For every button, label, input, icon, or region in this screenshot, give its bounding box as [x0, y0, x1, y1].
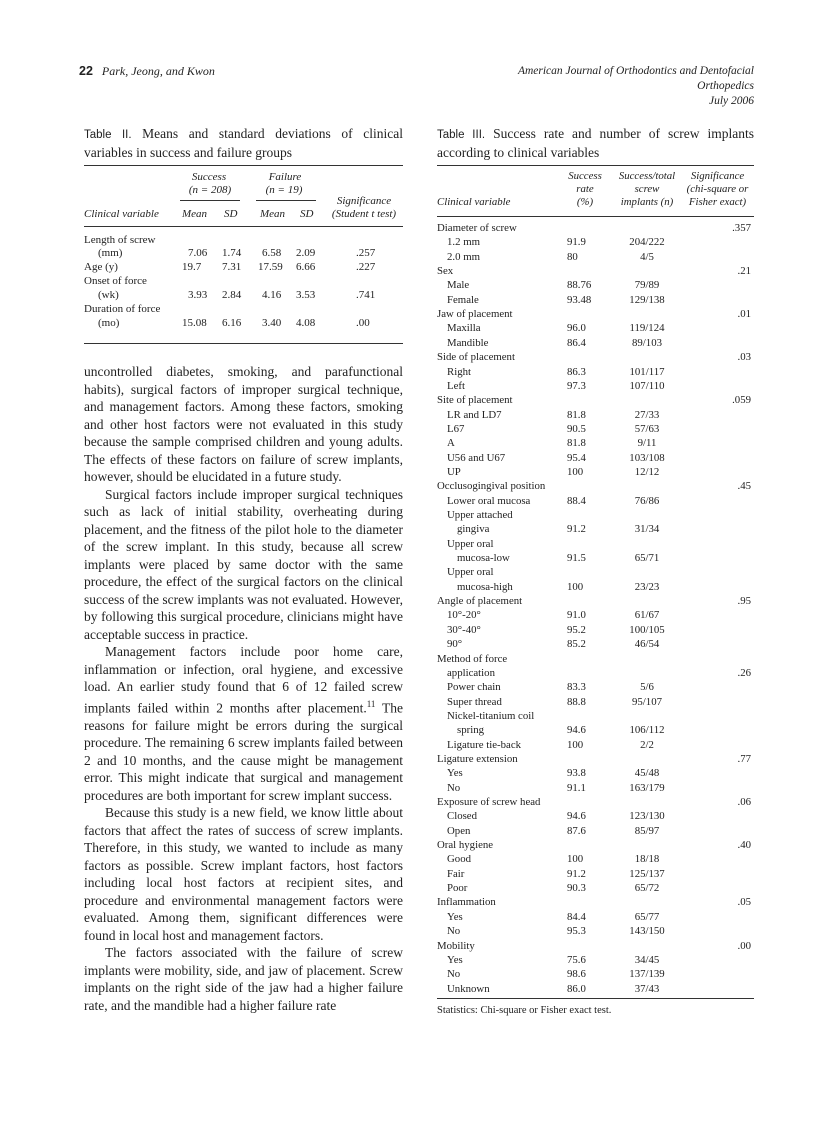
page-number: 22 [79, 64, 93, 78]
t2-cell: 7.06 [188, 247, 208, 259]
t3-col-ratio-3: implants (n) [620, 196, 674, 208]
t3-row [437, 452, 753, 466]
t3-row-label: Female [447, 293, 479, 306]
t3-cell-sig: .059 [732, 394, 751, 407]
t2-cell-sig: .257 [356, 247, 376, 259]
t2-row-label: Length of screw [84, 234, 156, 246]
t3-cell-ratio: 65/71 [634, 552, 660, 565]
t3-cell-ratio: 95/107 [632, 695, 662, 708]
t3-row [437, 251, 753, 265]
t3-row-label: Diameter of screw [437, 222, 517, 234]
t3-cell-rate: 91.1 [567, 781, 586, 794]
t2-row-label: Age (y) [84, 261, 118, 273]
t2-col-mean-success: Mean [182, 208, 208, 220]
t3-cell-ratio: 119/124 [629, 322, 665, 335]
t3-row-label: Ligature extension [437, 752, 518, 765]
t3-row [437, 265, 753, 279]
t3-row [437, 653, 753, 667]
t3-cell-rate: 81.8 [567, 408, 586, 421]
t3-row [437, 308, 753, 322]
t3-cell-ratio: 204/222 [629, 236, 665, 249]
t3-row [437, 523, 753, 537]
t3-row-label: UP [447, 465, 461, 478]
reference-number: 11 [366, 698, 376, 709]
t3-cell-rate: 83.3 [567, 681, 586, 694]
t2-cell: 4.16 [262, 289, 282, 301]
t3-row [437, 940, 753, 954]
t2-cell: 6.66 [296, 261, 316, 273]
table3-header-rule [437, 216, 754, 217]
t3-row-label: Left [447, 379, 465, 392]
t3-cell-rate: 88.4 [567, 494, 586, 507]
t3-row [437, 380, 753, 394]
t3-cell-sig: .357 [732, 222, 751, 234]
t2-cell: 2.09 [296, 247, 316, 259]
t3-cell-rate: 100 [567, 580, 584, 593]
paragraph: Surgical factors include improper surgical techniques such as lack of initial stability, overheating during placement, and the fitness of the pilot hole to the diameter of the screw implant. In this study, because all screw implants were placed by same doctor with the same procedure, the effect of the surgical factors on the clinical success of the screw implants was not evaluated. However, by following this surgical procedure, clinicians might have acceptable success in practice. [84, 486, 403, 642]
t3-row-label: 10°-20° [447, 609, 481, 622]
t3-row-label: Occlusogingival position [437, 480, 546, 493]
t3-row-label: 30°-40° [447, 623, 481, 636]
t3-row-label: application [447, 666, 495, 679]
t3-cell-sig: .01 [737, 308, 751, 321]
t3-cell-sig: .77 [737, 752, 751, 765]
t3-cell-rate: 86.4 [567, 336, 586, 349]
t3-row-label: Open [447, 824, 471, 837]
t3-row-label: Jaw of placement [437, 308, 513, 321]
t3-row [437, 624, 753, 638]
t3-row-label: Poor [447, 882, 468, 895]
t3-row-label: Good [447, 853, 471, 866]
t3-cell-rate: 88.8 [567, 695, 586, 708]
t3-row [437, 667, 753, 681]
t3-row [437, 236, 753, 250]
t3-cell-ratio: 85/97 [634, 824, 660, 837]
t3-row-label: Oral hygiene [437, 839, 494, 852]
t3-cell-ratio: 123/130 [629, 810, 665, 823]
t3-cell-ratio: 129/138 [629, 293, 665, 306]
t3-cell-ratio: 125/137 [629, 867, 665, 880]
t3-row [437, 681, 753, 695]
t3-row-label: Nickel-titanium coil [447, 709, 535, 722]
t2-cell-sig: .227 [356, 261, 376, 273]
t2-col-sd-failure: SD [300, 208, 314, 220]
t3-cell-rate: 90.5 [567, 422, 586, 435]
t3-cell-ratio: 12/12 [634, 465, 660, 478]
t3-cell-sig: .06 [737, 796, 751, 808]
t2-row-label-unit: (mm) [98, 247, 123, 259]
t3-row [437, 279, 753, 293]
t2-row-label: Duration of force [84, 303, 161, 315]
t3-row [437, 983, 753, 997]
paragraph: uncontrolled diabetes, smoking, and parafunctional habits), surgical factors of improper surgical technique, and management factors. Among these factors, smoking and other host factors were not evaluated in this study because the sample comprised children and young adults. The effects of these factors on failure of screw implants, however, should be elucidated in a future study. [84, 364, 403, 484]
table3-footnote: Statistics: Chi-square or Fisher exact test. [437, 1005, 612, 1016]
t3-cell-rate: 91.0 [567, 609, 586, 622]
t3-row [437, 509, 753, 523]
t3-cell-rate: 90.3 [567, 882, 586, 895]
t3-cell-ratio: 103/108 [629, 451, 665, 464]
t3-cell-sig: .45 [737, 480, 751, 493]
t3-col-sig-1: Significance [690, 170, 745, 182]
t2-row-label: Onset of force [84, 275, 147, 287]
t3-cell-ratio: 107/110 [629, 379, 665, 392]
t2-cell: 19.7 [182, 261, 202, 273]
t3-cell-rate: 80 [567, 250, 578, 263]
t3-cell-rate: 95.4 [567, 451, 586, 464]
t2-header-rule [84, 226, 403, 227]
t3-cell-ratio: 137/139 [629, 968, 665, 981]
t3-row-label: Upper oral [447, 566, 494, 579]
t3-row [437, 968, 753, 982]
t3-row [437, 437, 753, 451]
t3-row [437, 595, 753, 609]
t3-row-label: Male [447, 279, 470, 292]
t3-cell-rate: 93.48 [567, 293, 592, 306]
t3-row-label: Angle of placement [437, 595, 523, 608]
t3-row-label: No [447, 925, 461, 938]
t3-row [437, 896, 753, 910]
t3-cell-sig: .00 [737, 939, 751, 952]
authors: Park, Jeong, and Kwon [101, 64, 215, 78]
t3-row-label: L67 [447, 422, 465, 435]
t3-cell-rate: 75.6 [567, 953, 586, 966]
issue-date: July 2006 [708, 95, 754, 107]
t3-row [437, 566, 753, 580]
t3-row-label: Yes [447, 767, 463, 780]
t3-row [437, 839, 753, 853]
t3-row-label: Upper attached [447, 509, 513, 521]
body-text [84, 363, 403, 1014]
t3-cell-rate: 88.76 [567, 279, 592, 292]
t3-row [437, 911, 753, 925]
t3-cell-rate: 97.3 [567, 379, 586, 392]
t3-row-label: gingiva [457, 523, 490, 536]
t2-row-label-unit: (wk) [98, 289, 119, 301]
t3-cell-sig: .21 [737, 265, 751, 278]
t3-row-label: Mandible [447, 336, 489, 349]
t3-row-label: Exposure of screw head [437, 796, 541, 808]
t3-cell-ratio: 101/117 [629, 365, 665, 378]
t3-row-label: spring [457, 724, 484, 737]
t3-col-sig-2: (chi-square or [686, 183, 749, 195]
t2-cell: 3.53 [296, 289, 316, 301]
t3-cell-rate: 93.8 [567, 767, 586, 780]
t3-cell-rate: 100 [567, 738, 584, 751]
t2-col-variable: Clinical variable [84, 208, 159, 220]
t3-cell-ratio: 27/33 [634, 408, 660, 421]
t3-row-label: Sex [437, 265, 454, 278]
t2-cell-sig: .741 [356, 289, 376, 301]
t3-cell-rate: 94.6 [567, 724, 586, 737]
t3-row-label: 1.2 mm [447, 236, 480, 249]
t3-cell-ratio: 9/11 [637, 437, 657, 450]
t3-row-label: Unknown [447, 982, 490, 995]
t3-row [437, 337, 753, 351]
t3-row [437, 767, 753, 781]
t3-row [437, 796, 753, 810]
t3-row-label: Right [447, 365, 471, 378]
t3-row-label: Inflammation [437, 896, 496, 909]
t3-cell-ratio: 5/6 [640, 681, 654, 694]
t3-row [437, 366, 753, 380]
t2-cell: 1.74 [222, 247, 242, 259]
t3-cell-ratio: 89/103 [632, 336, 662, 349]
t3-cell-rate: 86.0 [567, 982, 586, 995]
t3-row [437, 810, 753, 824]
t3-row [437, 409, 753, 423]
table2-caption-text: Means and standard deviations of clinical variables in success and failure groups [84, 126, 404, 160]
t3-cell-ratio: 4/5 [640, 250, 654, 263]
table3-caption-text: Success rate and number of screw implants according to clinical variables [437, 126, 754, 160]
t3-cell-rate: 81.8 [567, 437, 586, 450]
t3-row-label: Side of placement [437, 351, 515, 364]
t3-cell-rate: 95.2 [567, 623, 586, 636]
t2-cell: 6.16 [222, 317, 242, 329]
running-header-left [79, 64, 215, 79]
t3-row [437, 710, 753, 724]
t3-cell-ratio: 79/89 [634, 279, 660, 292]
t3-cell-rate: 98.6 [567, 968, 586, 981]
t3-row-label: mucosa-high [457, 580, 513, 593]
paragraph: Because this study is a new field, we know little about factors that affect the rates of success of screw implants. Therefore, in this study, we wanted to include as many factors as possible. Screw implant factors, host factors including local host factors at recipient sites, and procedure and environmental management factors were evaluated. Among them, significant differences were found in local host and management factors. [84, 805, 403, 943]
t3-cell-rate: 85.2 [567, 638, 586, 651]
t2-col-success-n: (n = 208) [188, 184, 232, 196]
table2-top-rule [84, 165, 403, 166]
table3-caption [437, 125, 754, 161]
t3-row-label: Maxilla [447, 322, 481, 335]
t3-cell-rate: 91.9 [567, 236, 586, 249]
t3-cell-ratio: 100/105 [629, 623, 665, 636]
table2 [84, 168, 403, 328]
t3-cell-rate: 96.0 [567, 322, 586, 335]
paragraph [84, 643, 403, 804]
t3-row [437, 581, 753, 595]
t3-cell-rate: 91.2 [567, 523, 586, 536]
t3-cell-ratio: 143/150 [629, 925, 665, 938]
t3-row [437, 322, 753, 336]
t3-row [437, 782, 753, 796]
t3-row-label: A [447, 437, 455, 450]
paragraph: The factors associated with the failure of screw implants were mobility, side, and jaw of placement. Screw implants on the right side of the jaw had a higher failure rate, and the mandible had a higher failure rate [84, 945, 403, 1013]
t3-row-label: Yes [447, 953, 463, 966]
t3-row-label: Upper oral [447, 537, 494, 550]
t3-cell-ratio: 76/86 [634, 494, 660, 507]
t3-cell-ratio: 57/63 [634, 422, 660, 435]
t3-row-label: 90° [447, 638, 463, 651]
t2-cell: 3.93 [188, 289, 208, 301]
t3-cell-rate: 91.2 [567, 867, 586, 880]
t3-cell-sig: .40 [737, 839, 751, 852]
t3-row [437, 609, 753, 623]
t3-cell-sig: .26 [737, 666, 751, 679]
t2-cell: 3.40 [262, 317, 282, 329]
t3-cell-sig: .05 [737, 896, 751, 909]
t2-cell-sig: .00 [356, 317, 370, 329]
t3-cell-ratio: 23/23 [634, 580, 660, 593]
t3-row [437, 351, 753, 365]
t3-cell-rate: 86.3 [567, 365, 586, 378]
t3-row [437, 696, 753, 710]
t3-cell-ratio: 65/72 [634, 882, 660, 895]
t3-row-label: Ligature tie-back [447, 738, 522, 751]
paragraph-part: The reasons for failure might be errors during the surgical procedure. The remaining 6 screw implants failed between 2 and 10 months, and the cause might be management error. This might indicate that surgical and management procedures are both important for screw implant success. [84, 700, 403, 803]
t3-cell-ratio: 163/179 [629, 781, 665, 794]
t3-col-ratio-2: screw [634, 183, 660, 195]
t3-row [437, 538, 753, 552]
t3-cell-sig: .95 [737, 595, 751, 608]
t3-row [437, 495, 753, 509]
t3-row-label: No [447, 781, 461, 794]
t2-cell: 15.08 [182, 317, 207, 329]
t3-col-rate-1: Success [568, 170, 602, 182]
t2-col-mean-failure: Mean [260, 208, 286, 220]
t3-row [437, 552, 753, 566]
t2-col-success: Success [191, 171, 227, 183]
t3-row-label: U56 and U67 [447, 451, 506, 464]
t2-cell: 7.31 [222, 261, 242, 273]
t3-cell-ratio: 34/45 [634, 953, 660, 966]
table3-header [437, 170, 754, 218]
t2-col-sig1: Significance [336, 195, 392, 207]
t3-cell-rate: 95.3 [567, 925, 586, 938]
paragraph-part: Management factors include poor home care, inflammation or infection, oral hygiene, and excessive load. An earlier study found that 6 of 12 failed screw implants failed within 2 months after placement. [84, 644, 403, 715]
t3-col-sig-3: Fisher exact) [688, 196, 747, 208]
table3-top-rule [437, 165, 754, 166]
t3-row [437, 753, 753, 767]
t2-col-sig2: (Student t test) [331, 208, 397, 220]
t3-row-label: Closed [447, 810, 477, 823]
t3-row [437, 739, 753, 753]
t3-row [437, 882, 753, 896]
t3-cell-ratio: 45/48 [634, 767, 660, 780]
t3-row [437, 724, 753, 738]
t3-row-label: Fair [447, 867, 465, 880]
table3-label: Table III. [437, 129, 486, 141]
t3-cell-rate: 100 [567, 465, 584, 478]
t3-cell-ratio: 37/43 [634, 982, 660, 995]
t3-row-label: mucosa-low [457, 552, 510, 565]
t3-col-ratio-1: Success/total [618, 170, 676, 182]
t3-row [437, 294, 753, 308]
t3-cell-rate: 87.6 [567, 824, 586, 837]
t3-row-label: Mobility [437, 939, 475, 952]
t3-row-label: No [447, 968, 461, 981]
t2-cell: 2.84 [222, 289, 242, 301]
t2-col-failure: Failure [268, 171, 302, 183]
t3-row-label: 2.0 mm [447, 250, 480, 263]
t3-col-rate-3: (%) [576, 196, 594, 208]
table3-bottom-rule [437, 998, 754, 999]
t3-row-label: Method of force [437, 652, 508, 665]
t3-col-variable: Clinical variable [437, 196, 511, 208]
t3-cell-ratio: 31/34 [634, 523, 660, 536]
t3-cell-ratio: 18/18 [634, 853, 660, 866]
t3-row [437, 480, 753, 494]
t3-row [437, 925, 753, 939]
table2-caption [84, 125, 403, 161]
t3-cell-rate: 84.4 [567, 910, 586, 923]
t3-row [437, 853, 753, 867]
t3-cell-ratio: 61/67 [634, 609, 660, 622]
t3-row-label: Site of placement [437, 394, 513, 407]
t2-cell: 4.08 [296, 317, 316, 329]
t3-cell-ratio: 2/2 [640, 738, 654, 751]
t2-failure-underline [256, 200, 316, 201]
t3-row-label: Lower oral mucosa [447, 494, 531, 507]
table3-body [437, 222, 754, 996]
table2-label: Table II. [84, 129, 132, 141]
t3-row-label: LR and LD7 [447, 408, 502, 421]
t3-cell-rate: 100 [567, 853, 584, 866]
t3-row [437, 466, 753, 480]
t2-row-label-unit: (mo) [98, 317, 120, 329]
t3-row [437, 868, 753, 882]
t3-cell-rate: 94.6 [567, 810, 586, 823]
t3-col-rate-2: rate [576, 183, 594, 195]
t2-cell: 6.58 [262, 247, 282, 259]
t3-cell-rate: 91.5 [567, 552, 586, 565]
t2-success-underline [180, 200, 240, 201]
t3-row [437, 222, 753, 236]
running-header-right [460, 64, 754, 109]
t3-cell-sig: .03 [737, 351, 751, 364]
table2-bottom-rule [84, 343, 403, 344]
t3-row [437, 394, 753, 408]
t3-row-label: Super thread [447, 695, 502, 708]
t3-cell-ratio: 65/77 [634, 910, 660, 923]
t3-cell-ratio: 106/112 [629, 724, 665, 737]
t3-row [437, 638, 753, 652]
t3-row [437, 423, 753, 437]
t3-row [437, 954, 753, 968]
t2-col-sd-success: SD [224, 208, 238, 220]
t3-row-label: Power chain [447, 681, 501, 694]
t2-col-failure-n: (n = 19) [265, 184, 303, 196]
t2-cell: 17.59 [258, 261, 283, 273]
t3-cell-ratio: 46/54 [634, 638, 660, 651]
t3-row-label: Yes [447, 910, 463, 923]
t3-row [437, 825, 753, 839]
journal-name: American Journal of Orthodontics and Dentofacial Orthopedics [517, 65, 754, 92]
